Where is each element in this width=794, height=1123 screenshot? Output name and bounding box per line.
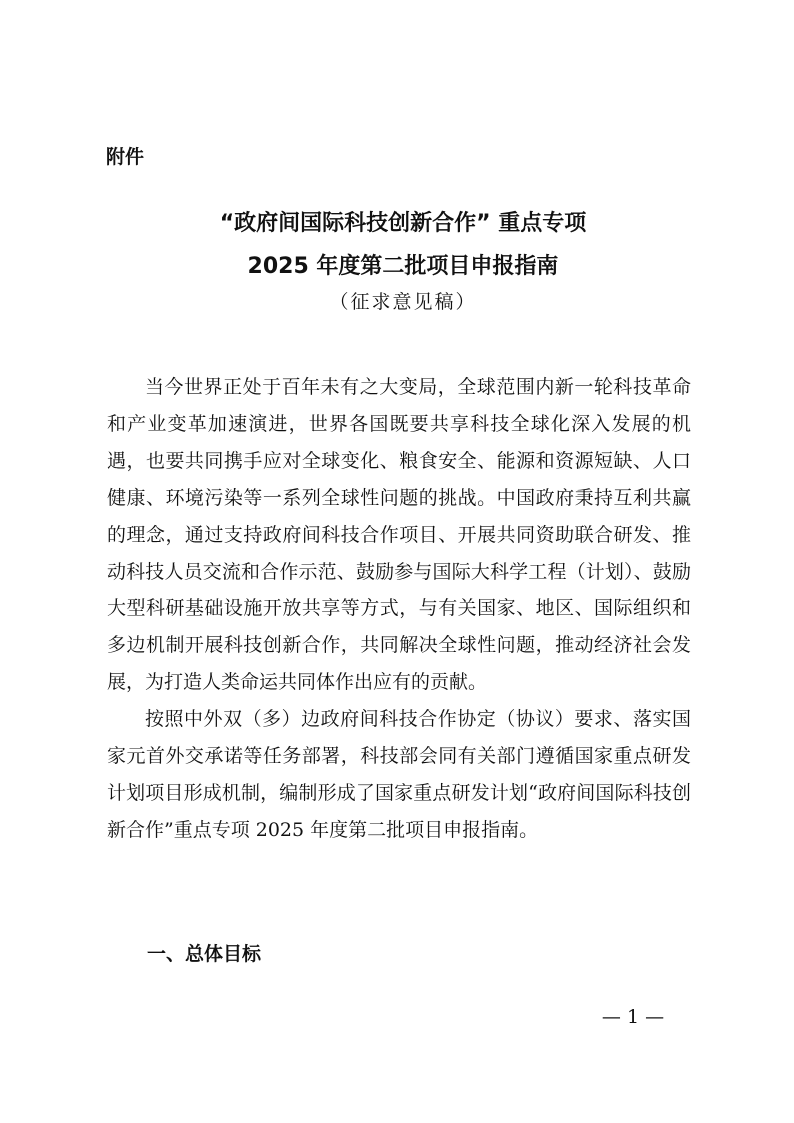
document-subtitle: （征求意见稿）	[329, 291, 477, 313]
attachment-label: 附件	[106, 146, 145, 168]
document-title-line-1: “政府间国际科技创新合作” 重点专项	[219, 211, 587, 236]
document-title-line-2: 2025 年度第二批项目申报指南	[247, 254, 559, 279]
body-paragraph-1: 当今世界正处于百年未有之大变局，全球范围内新一轮科技革命和产业变革加速演进，世界各国既要共享科技全球化深入发展的机遇，也要共同携手应对全球变化、粮食安全、能源和资源短缺、人口健康、环境污染等一系列全球性问题的挑战。中国政府秉持互利共赢的理念，通过支持政府间科技合作项目、开展共同资助联合研发、推动科技人员交流和合作示范、鼓励参与国际大科学工程（计划）、鼓励大型科研基础设施开放共享等方式，与有关国家、地区、国际组织和多边机制开展科技创新合作，共同解决全球性问题，推动经济社会发展，为打造人类命运共同体作出应有的贡献。	[107, 376, 691, 694]
page-number: — 1 —	[601, 1006, 665, 1028]
section-heading: 一、总体目标	[147, 943, 262, 965]
document-body	[107, 369, 691, 849]
body-paragraph-2: 按照中外双（多）边政府间科技合作协定（协议）要求、落实国家元首外交承诺等任务部署，科技部会同有关部门遵循国家重点研发计划项目形成机制，编制形成了国家重点研发计划“政府间国际科技创新合作”重点专项 2025 年度第二批项目申报指南。	[107, 708, 691, 841]
